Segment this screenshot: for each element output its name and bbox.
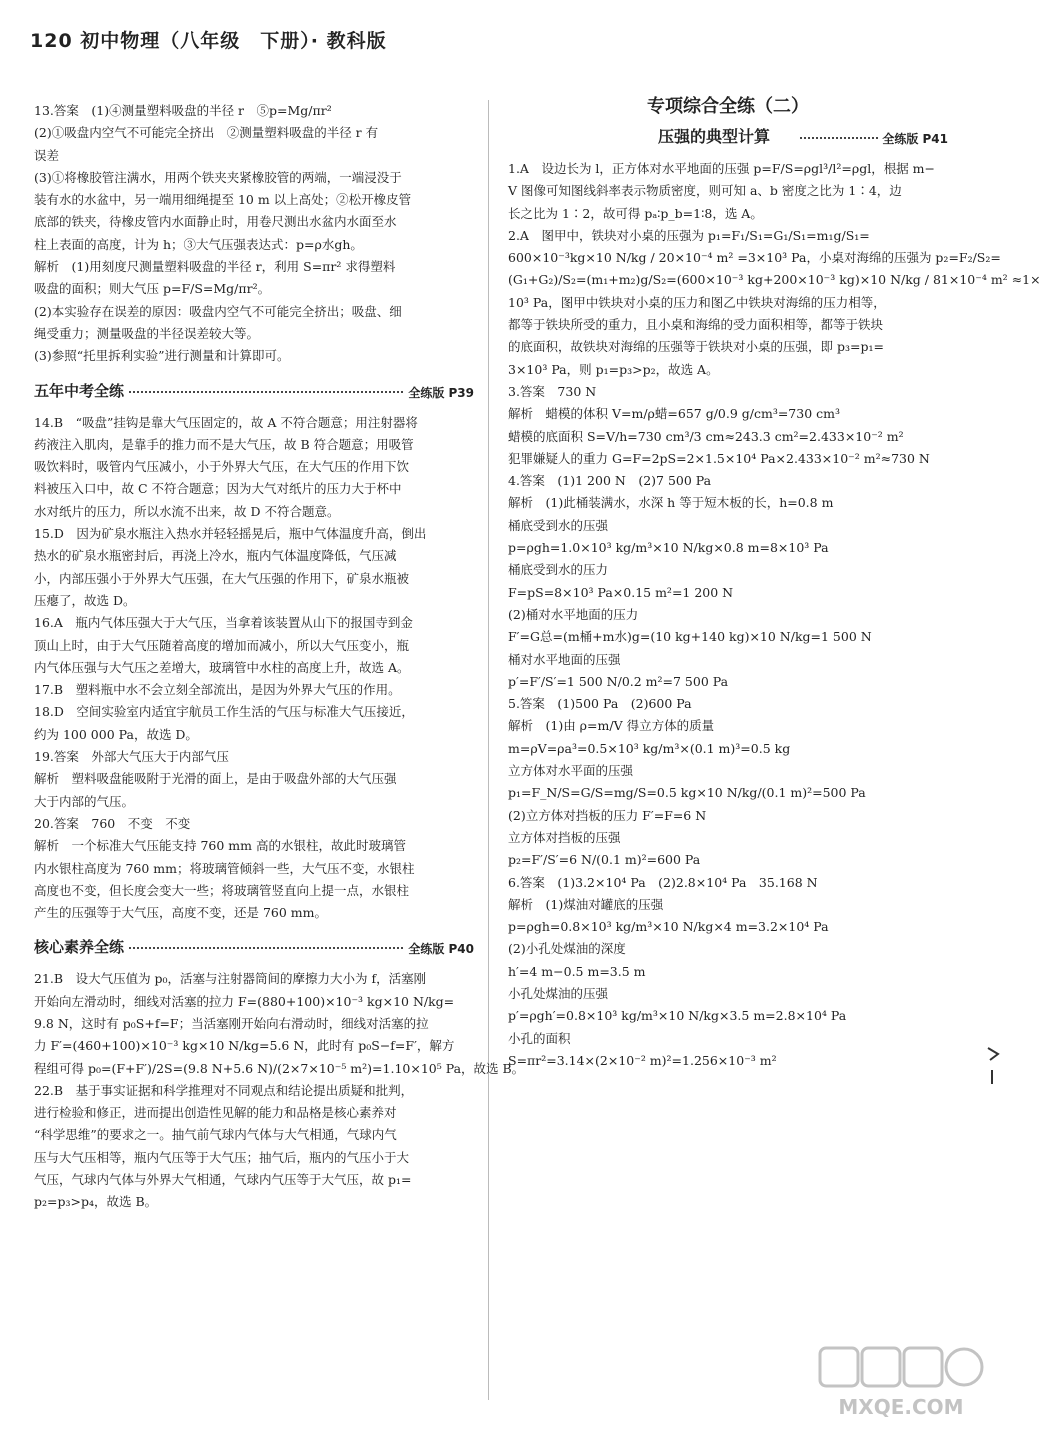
text-line: 力 F′=(460+100)×10⁻³ kg×10 N/kg=5.6 N，此时有 p₀S−f=F′，解方 bbox=[34, 1038, 455, 1054]
text-line: 顶山上时，由于大气压随着高度的增加而减小，所以大气压变小，瓶 bbox=[34, 637, 410, 653]
text-line: h′=4 m−0.5 m=3.5 m bbox=[508, 963, 646, 979]
text-line: p′=ρgh′=0.8×10³ kg/m³×10 N/kg×3.5 m=2.8×10⁴ Pa bbox=[508, 1008, 847, 1024]
chapter-subtitle: 压强的典型计算 bbox=[658, 127, 771, 146]
section-heading-core-literacy bbox=[34, 930, 474, 964]
chapter-title: 专项综合全练（二） bbox=[647, 96, 809, 117]
text-line: (3)参照“托里拆利实验”进行测量和计算即可。 bbox=[34, 348, 290, 364]
text-line: 底部的铁夹，待橡皮管内水面静止时，用卷尺测出水盆内水面至水 bbox=[34, 214, 397, 230]
text-line: 压与大气压相等，瓶内气压等于大气压；抽气后，瓶内的气压小于大 bbox=[34, 1149, 410, 1165]
answer-block-21-22 bbox=[34, 968, 525, 1213]
text-line: 约为 100 000 Pa，故选 D。 bbox=[34, 726, 198, 742]
text-line: 程组可得 p₀=(F+F′)/2S=(9.8 N+5.6 N)/(2×7×10⁻⁵ m²)=1.10×10⁵ Pa，故选 B。 bbox=[34, 1060, 525, 1076]
text-line: 3.答案 730 N bbox=[508, 383, 597, 399]
text-line: 解析 (1)此桶装满水，水深 h 等于短木板的长，h=0.8 m bbox=[508, 495, 834, 511]
text-line: 立方体对挡板的压强 bbox=[508, 829, 621, 845]
text-line: 20.答案 760 不变 不变 bbox=[34, 815, 191, 831]
text-line: V 图像可知图线斜率表示物质密度，则可知 a、b 密度之比为 1∶4，边 bbox=[508, 183, 902, 199]
text-line: m=ρV=ρa³=0.5×10³ kg/m³×(0.1 m)³=0.5 kg bbox=[508, 740, 791, 756]
text-line: 热水的矿泉水瓶密封后，再浇上冷水，瓶内气体温度降低，气压减 bbox=[34, 548, 397, 564]
text-line: 解析 蜡模的体积 V=m/ρ蜡=657 g/0.9 g/cm³=730 cm³ bbox=[508, 406, 841, 422]
chapter-subtitle-row bbox=[508, 124, 948, 154]
section-page-ref: 全练版 P39 bbox=[404, 382, 474, 404]
text-line: 解析 (1)煤油对罐底的压强 bbox=[508, 896, 664, 912]
text-line: 装有水的水盆中，另一端用细绳提至 10 m 以上高处；②松开橡皮管 bbox=[34, 192, 412, 208]
text-line: p=ρgh=1.0×10³ kg/m³×10 N/kg×0.8 m=8×10³ Pa bbox=[508, 540, 829, 556]
text-line: 水对纸片的压力，所以水流不出来，故 D 不符合题意。 bbox=[34, 503, 340, 519]
text-line: 桶对水平地面的压强 bbox=[508, 651, 621, 667]
text-line: 药液注入肌肉，是靠手的推力而不是大气压，故 B 符合题意；用吸管 bbox=[34, 436, 414, 452]
text-line: p₂=F′/S′=6 N/(0.1 m)²=600 Pa bbox=[508, 852, 701, 868]
text-line: 柱上表面的高度，计为 h；③大气压强表达式：p=ρ水gh。 bbox=[34, 236, 363, 252]
text-line: 小孔处煤油的压强 bbox=[508, 985, 609, 1001]
section-title: 核心素养全练 bbox=[34, 936, 128, 958]
text-line: 吸饮料时，吸管内气压减小，小于外界大气压，在大气压的作用下饮 bbox=[34, 459, 410, 475]
answer-block-13 bbox=[34, 100, 474, 368]
text-line: 10³ Pa，图甲中铁块对小桌的压力和图乙中铁块对海绵的压力相等， bbox=[508, 294, 886, 310]
text-line: 立方体对水平面的压强 bbox=[508, 763, 634, 779]
right-column bbox=[508, 96, 1041, 1072]
text-line: 压瘪了，故选 D。 bbox=[34, 592, 136, 608]
text-line: 长之比为 1∶2，故可得 pₐ∶p_b=1∶8，选 A。 bbox=[508, 205, 763, 221]
text-line: 9.8 N，这时有 p₀S+f=F；当活塞刚开始向右滑动时，细线对活塞的拉 bbox=[34, 1015, 429, 1031]
text-line: 小，内部压强小于外界大气压强，在大气压强的作用下，矿泉水瓶被 bbox=[34, 570, 410, 586]
text-line: F′=G总=(m桶+m水)g=(10 kg+140 kg)×10 N/kg=1 500 N bbox=[508, 629, 872, 645]
page-edge-mark bbox=[986, 1040, 1000, 1090]
watermark-logo bbox=[816, 1346, 986, 1424]
text-line: 解析 (1)由 ρ=m/V 得立方体的质量 bbox=[508, 718, 715, 734]
text-line: 6.答案 (1)3.2×10⁴ Pa (2)2.8×10⁴ Pa 35.168 N bbox=[508, 874, 818, 890]
text-line: “科学思维”的要求之一。抽气前气球内气体与大气相通，气球内气 bbox=[34, 1127, 397, 1143]
text-line: 13.答案 (1)④测量塑料吸盘的半径 r ⑤p=Mg/πr² bbox=[34, 103, 332, 118]
text-line: 内气体压强与大气压之差增大，玻璃管中水柱的高度上升，故选 A。 bbox=[34, 659, 410, 675]
text-line: (G₁+G₂)/S₂=(m₁+m₂)g/S₂=(600×10⁻³ kg+200×10⁻³ kg)×10 N/kg / 81×10⁻⁴ m² ≈1× bbox=[508, 272, 1041, 288]
text-line: 蜡模的底面积 S=V/h=730 cm³/3 cm≈243.3 cm²=2.433×10⁻² m² bbox=[508, 428, 904, 444]
text-line: 产生的压强等于大气压，高度不变，还是 760 mm。 bbox=[34, 905, 328, 921]
text-line: 桶底受到水的压力 bbox=[508, 562, 609, 578]
text-line: 解析 (1)用刻度尺测量塑料吸盘的半径 r，利用 S=πr² 求得塑料 bbox=[34, 259, 396, 275]
text-line: 3×10³ Pa，则 p₁=p₃>p₂，故选 A。 bbox=[508, 361, 719, 377]
text-line: p₂=p₃>p₄，故选 B。 bbox=[34, 1194, 158, 1210]
chapter-page-ref: 全练版 P41 bbox=[882, 132, 948, 146]
text-line: 14.B “吸盘”挂钩是靠大气压固定的，故 A 不符合题意；用注射器将 bbox=[34, 414, 418, 430]
text-line: 气压，气球内气体与外界大气相通，气球内气压等于大气压，故 p₁= bbox=[34, 1172, 412, 1188]
text-line: (2)①吸盘内空气不可能完全挤出 ②测量塑料吸盘的半径 r 有 bbox=[34, 125, 379, 141]
text-line: (2)立方体对挡板的压力 F′=F=6 N bbox=[508, 807, 707, 823]
text-line: 的底面积，故铁块对海绵的压强等于铁块对小桌的压强，即 p₃=p₁= bbox=[508, 339, 884, 355]
text-line: (2)本实验存在误差的原因：吸盘内空气不可能完全挤出；吸盘、细 bbox=[34, 303, 402, 319]
text-line: 2.A 图甲中，铁块对小桌的压强为 p₁=F₁/S₁=G₁/S₁=m₁g/S₁= bbox=[508, 227, 870, 243]
text-line: (2)小孔处煤油的深度 bbox=[508, 941, 626, 957]
left-column bbox=[34, 100, 525, 1214]
page-header: 120 初中物理（八年级 下册）· 教科版 bbox=[30, 30, 387, 52]
text-line: 大于内部的气压。 bbox=[34, 793, 135, 809]
answer-block-right bbox=[508, 158, 1041, 1072]
text-line: (2)桶对水平地面的压力 bbox=[508, 606, 639, 622]
text-line: (3)①将橡胶管注满水，用两个铁夹夹紧橡胶管的两端，一端浸没于 bbox=[34, 169, 402, 185]
text-line: 19.答案 外部大气压大于内部气压 bbox=[34, 749, 229, 765]
section-heading-five-year bbox=[34, 374, 474, 408]
text-line: 21.B 设大气压值为 p₀，活塞与注射器筒间的摩擦力大小为 f，活塞刚 bbox=[34, 971, 427, 987]
text-line: 5.答案 (1)500 Pa (2)600 Pa bbox=[508, 696, 692, 712]
text-line: 吸盘的面积；则大气压 p=F/S=Mg/πr²。 bbox=[34, 281, 271, 297]
text-line: p₁=F_N/S=G/S=mg/S=0.5 kg×10 N/kg/(0.1 m)²=500 Pa bbox=[508, 785, 866, 801]
text-line: 16.A 瓶内气体压强大于大气压，当拿着该装置从山下的报国寺到金 bbox=[34, 615, 413, 631]
text-line: 犯罪嫌疑人的重力 G=F=2pS=2×1.5×10⁴ Pa×2.433×10⁻² m²≈730 N bbox=[508, 450, 930, 466]
text-line: 都等于铁块所受的重力，且小桌和海绵的受力面积相等，都等于铁块 bbox=[508, 317, 884, 333]
text-line: 桶底受到水的压强 bbox=[508, 517, 609, 533]
text-line: 解析 一个标准大气压能支持 760 mm 高的水银柱，故此时玻璃管 bbox=[34, 838, 406, 854]
text-line: 18.D 空间实验室内适宜宇航员工作生活的气压与标准大气压接近， bbox=[34, 704, 414, 720]
text-line: 进行检验和修正，进而提出创造性见解的能力和品格是核心素养对 bbox=[34, 1105, 397, 1121]
text-line: 绳受重力；测量吸盘的半径误差较大等。 bbox=[34, 325, 260, 341]
text-line: 料被压入口中，故 C 不符合题意；因为大气对纸片的压力大于杯中 bbox=[34, 481, 402, 497]
text-line: 误差 bbox=[34, 147, 60, 163]
text-line: 22.B 基于事实证据和科学推理对不同观点和结论提出质疑和批判， bbox=[34, 1082, 414, 1098]
text-line: 4.答案 (1)1 200 N (2)7 500 Pa bbox=[508, 473, 712, 489]
section-page-ref: 全练版 P40 bbox=[404, 938, 474, 960]
text-line: 小孔的面积 bbox=[508, 1030, 571, 1046]
text-line: 17.B 塑料瓶中水不会立刻全部流出，是因为外界大气压的作用。 bbox=[34, 682, 401, 698]
text-line: F=pS=8×10³ Pa×0.15 m²=1 200 N bbox=[508, 584, 734, 600]
dotted-leader bbox=[800, 137, 878, 139]
text-line: S=πr²=3.14×(2×10⁻² m)²=1.256×10⁻³ m² bbox=[508, 1052, 777, 1068]
text-line: 15.D 因为矿泉水瓶注入热水并轻轻摇晃后，瓶中气体温度升高，倒出 bbox=[34, 526, 427, 542]
column-divider bbox=[488, 100, 489, 1400]
text-line: 解析 塑料吸盘能吸附于光滑的面上，是由于吸盘外部的大气压强 bbox=[34, 771, 397, 787]
text-line: 600×10⁻³kg×10 N/kg / 20×10⁻⁴ m² =3×10³ Pa，小桌对海绵的压强为 p₂=F₂/S₂= bbox=[508, 250, 1001, 266]
text-line: p=ρgh=0.8×10³ kg/m³×10 N/kg×4 m=3.2×10⁴ Pa bbox=[508, 919, 829, 935]
watermark-text: MXQE.COM bbox=[838, 1395, 964, 1419]
section-title: 五年中考全练 bbox=[34, 380, 128, 402]
text-line: 1.A 设边长为 l，正方体对水平地面的压强 p=F/S=ρgl³/l²=ρgl，根据 m− bbox=[508, 161, 935, 176]
text-line: 内水银柱高度为 760 mm；将玻璃管倾斜一些，大气压不变，水银柱 bbox=[34, 860, 415, 876]
answer-block-14-20 bbox=[34, 412, 474, 925]
text-line: p′=F′/S′=1 500 N/0.2 m²=7 500 Pa bbox=[508, 673, 729, 689]
text-line: 高度也不变，但长度会变大一些；将玻璃管竖直向上提一点，水银柱 bbox=[34, 882, 410, 898]
text-line: 开始向左滑动时，细线对活塞的拉力 F=(880+100)×10⁻³ kg×10 N/kg= bbox=[34, 993, 455, 1009]
